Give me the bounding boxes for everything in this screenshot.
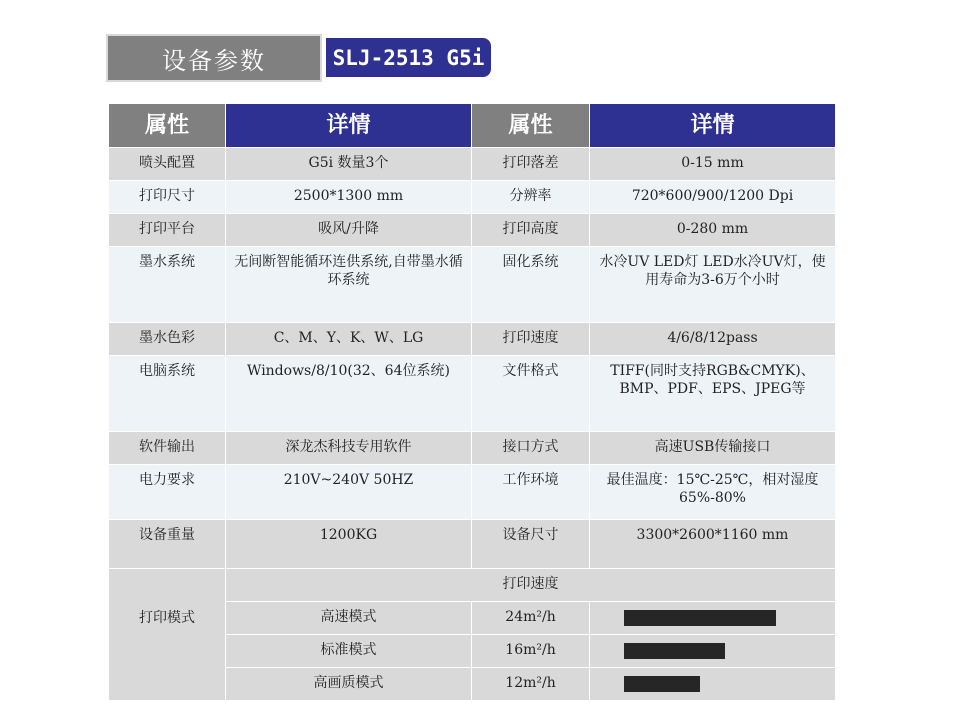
mode-name: 高速模式: [226, 602, 472, 635]
spec-table: [108, 103, 836, 701]
speed-bar-cell: [590, 668, 836, 701]
table-cell: 3300*2600*1160 mm: [590, 520, 836, 569]
table-cell: G5i 数量3个: [226, 148, 472, 181]
table-cell: 4/6/8/12pass: [590, 323, 836, 356]
table-cell: 720*600/900/1200 Dpi: [590, 181, 836, 214]
table-cell: 软件输出: [109, 432, 226, 465]
table-cell: 水冷UV LED灯 LED水冷UV灯，使用寿命为3-6万个小时: [590, 247, 836, 323]
table-cell: C、M、Y、K、W、LG: [226, 323, 472, 356]
table-cell: 0-280 mm: [590, 214, 836, 247]
table-cell: Windows/8/10(32、64位系统): [226, 356, 472, 432]
mode-name: 高画质模式: [226, 668, 472, 701]
table-cell: 无间断智能循环连供系统,自带墨水循环系统: [226, 247, 472, 323]
table-cell: 工作环境: [472, 465, 590, 520]
mode-name: 标准模式: [226, 635, 472, 668]
header-detail: 详情: [226, 104, 472, 148]
table-cell: 电脑系统: [109, 356, 226, 432]
model-badge: SLJ-2513 G5i: [326, 38, 491, 77]
table-cell: 深龙杰科技专用软件: [226, 432, 472, 465]
table-cell: 210V~240V 50HZ: [226, 465, 472, 520]
table-cell: 接口方式: [472, 432, 590, 465]
table-cell: TIFF(同时支持RGB&CMYK)、BMP、PDF、EPS、JPEG等: [590, 356, 836, 432]
table-cell: 1200KG: [226, 520, 472, 569]
header-detail: 详情: [590, 104, 836, 148]
mode-speed: 12m²/h: [472, 668, 590, 701]
table-cell: 文件格式: [472, 356, 590, 432]
table-row: [109, 323, 836, 356]
table-cell: 分辨率: [472, 181, 590, 214]
table-row: [109, 465, 836, 520]
table-cell: 高速USB传输接口: [590, 432, 836, 465]
speed-bar: [624, 610, 776, 626]
table-row: [109, 247, 836, 323]
mode-speed: 24m²/h: [472, 602, 590, 635]
table-cell: 打印尺寸: [109, 181, 226, 214]
table-cell: 2500*1300 mm: [226, 181, 472, 214]
table-cell: 吸风/升降: [226, 214, 472, 247]
table-cell: 电力要求: [109, 465, 226, 520]
table-cell: 打印平台: [109, 214, 226, 247]
table-row: [109, 520, 836, 569]
page-title: 设备参数: [106, 34, 322, 82]
table-row: [109, 432, 836, 465]
speed-bar: [624, 643, 725, 659]
table-cell: 固化系统: [472, 247, 590, 323]
mode-speed: 16m²/h: [472, 635, 590, 668]
speed-bar-cell: [590, 602, 836, 635]
speed-bar-cell: [590, 635, 836, 668]
print-speed-header: 打印速度: [226, 569, 836, 602]
table-cell: 最佳温度：15℃-25℃，相对湿度 65%-80%: [590, 465, 836, 520]
table-cell: 设备重量: [109, 520, 226, 569]
table-cell: 打印速度: [472, 323, 590, 356]
table-row: [109, 148, 836, 181]
table-row: [109, 356, 836, 432]
table-row: [109, 181, 836, 214]
table-header-row: [109, 104, 836, 148]
table-cell: 喷头配置: [109, 148, 226, 181]
header-attribute: 属性: [472, 104, 590, 148]
print-mode-label: 打印模式: [109, 569, 226, 701]
speed-bar: [624, 676, 700, 692]
table-cell: 打印落差: [472, 148, 590, 181]
header-attribute: 属性: [109, 104, 226, 148]
print-mode-header-row: [109, 569, 836, 602]
table-cell: 墨水色彩: [109, 323, 226, 356]
table-row: [109, 214, 836, 247]
table-cell: 墨水系统: [109, 247, 226, 323]
table-cell: 0-15 mm: [590, 148, 836, 181]
table-cell: 设备尺寸: [472, 520, 590, 569]
table-cell: 打印高度: [472, 214, 590, 247]
